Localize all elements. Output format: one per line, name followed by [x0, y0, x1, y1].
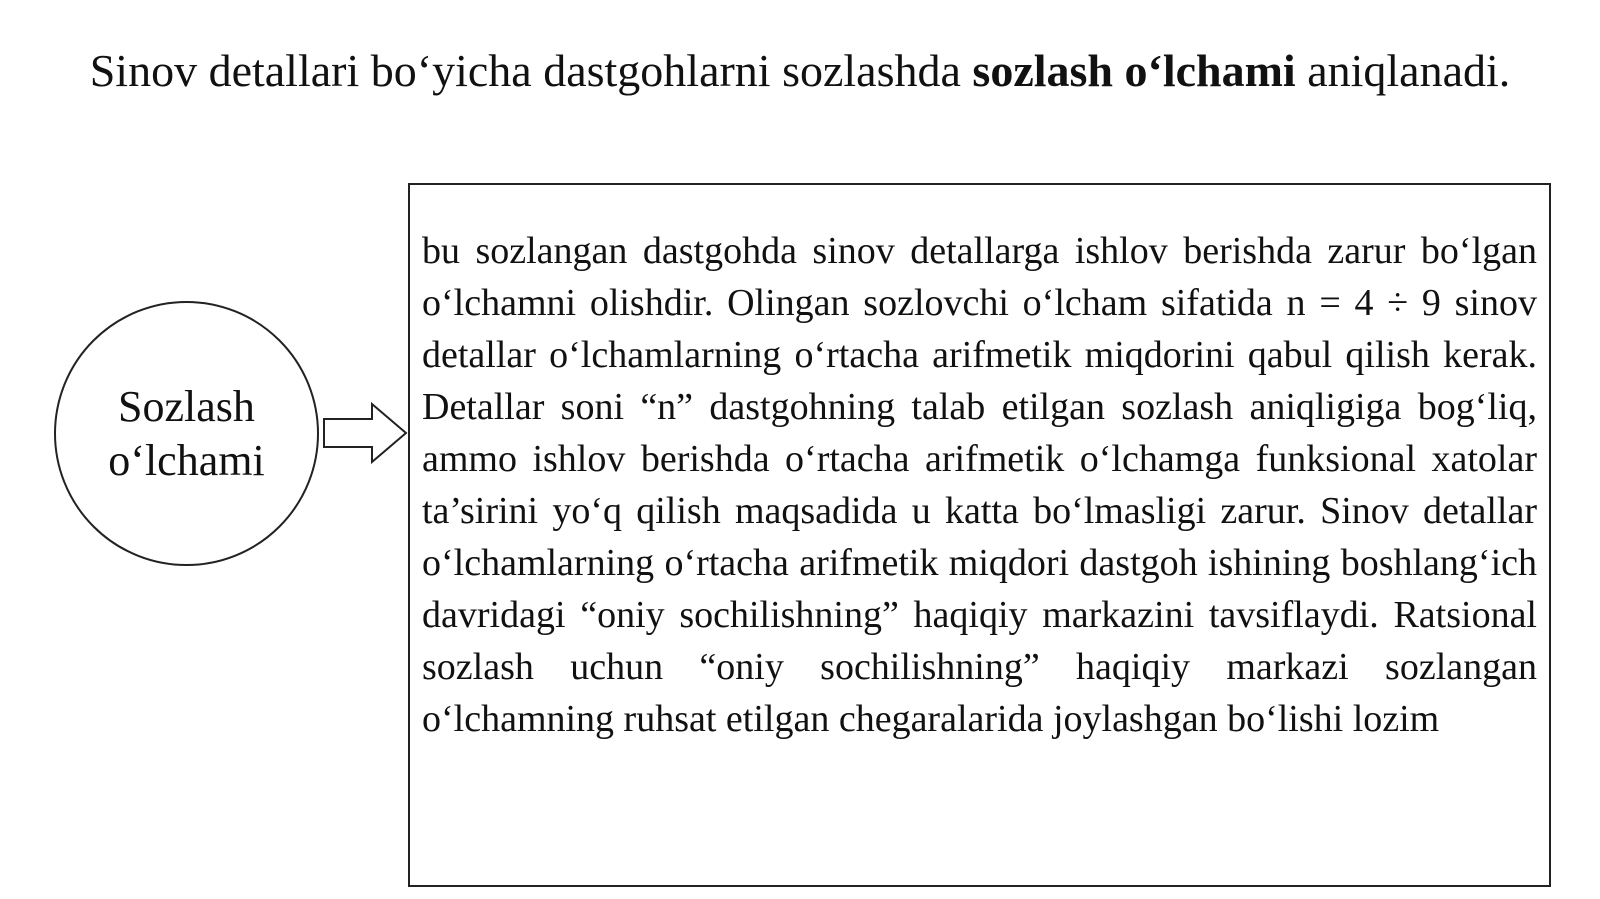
slide-title — [60, 40, 1540, 102]
title-end-text: aniqlanadi. — [1295, 45, 1511, 96]
definition-text: bu sozlangan dastgohda sinov detallarga ishlov berishda zarur bo‘lgan o‘lchamni olishdir. Olingan sozlovchi o‘lcham sifatida n = 4 ÷ 9 sinov detallar o‘lchamlarning o‘rtacha arifmetik miqdorini qabul qilish kerak. Detallar soni “n” dastgohning talab etilgan sozlash aniqligiga bog‘liq, ammo ishlov berishda o‘rtacha arifmetik o‘lchamga funksional xatolar ta’sirini yo‘q qilish maqsadida u katta bo‘lmasligi zarur. Sinov detallar o‘lchamlarning o‘rtacha arifmetik miqdori dastgoh ishining boshlang‘ich davridagi “oniy sochilishning” haqiqiy markazini tavsiflaydi. Ratsional sozlash uchun “oniy sochilishning” haqiqiy markazi sozlangan o‘lchamning ruhsat etilgan chegaralarida joylashgan bo‘lishi lozim — [422, 230, 1537, 740]
title-regular-text: Sinov detallari bo‘yicha dastgohlarni sozlashda — [89, 45, 973, 96]
term-circle-label: Sozlash o‘lchami — [108, 381, 265, 485]
right-arrow-icon — [322, 400, 408, 466]
title-bold-term: sozlash o‘lchami — [972, 45, 1296, 96]
term-circle — [54, 301, 319, 566]
definition-box — [408, 183, 1551, 887]
